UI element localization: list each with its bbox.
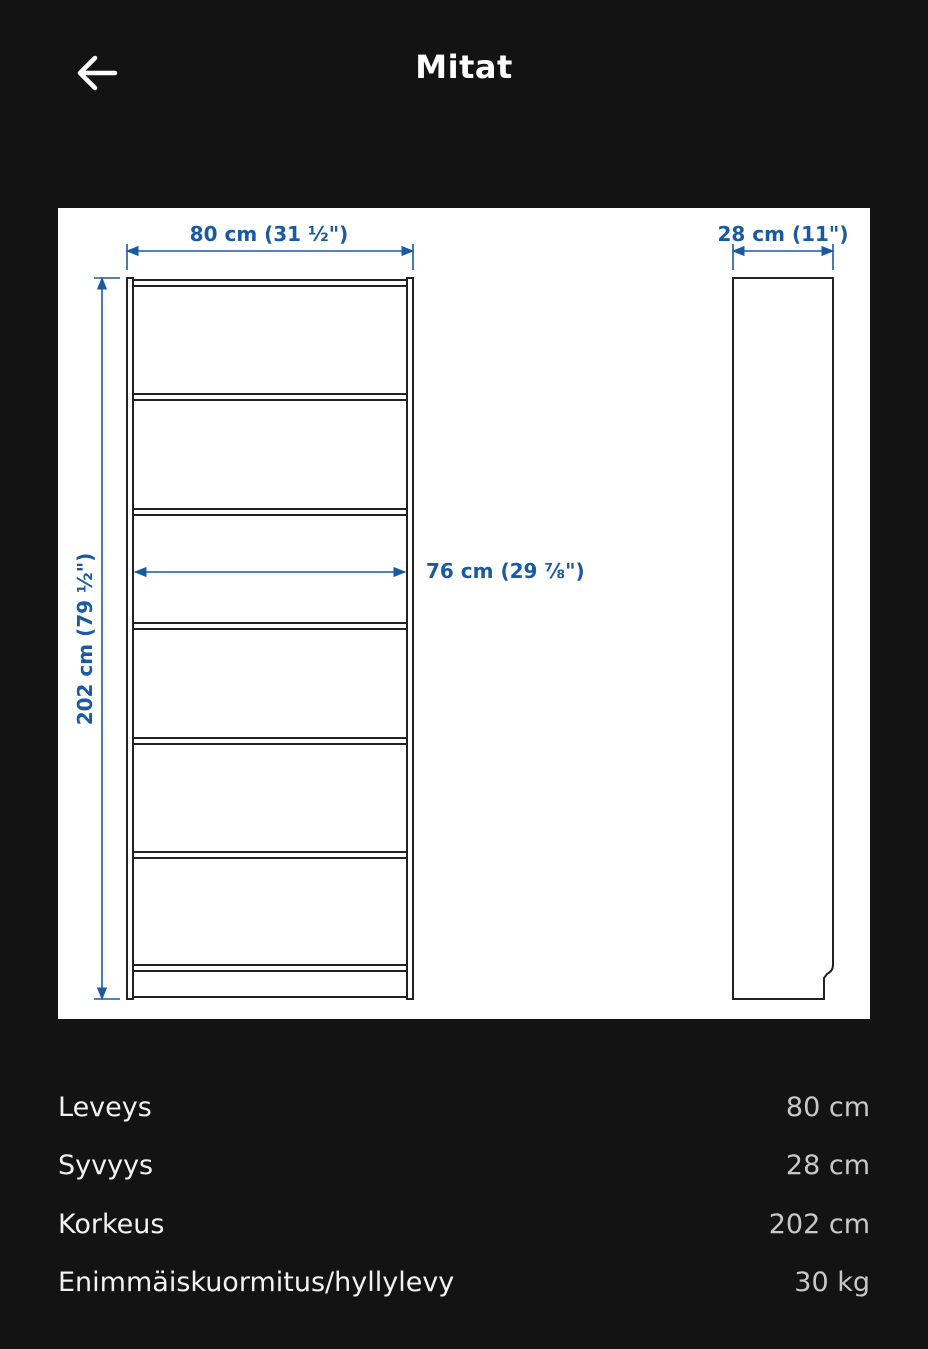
spec-row-width <box>58 1078 870 1137</box>
spec-label: Enimmäiskuormitus/hyllylevy <box>58 1267 455 1299</box>
spec-row-max-load <box>58 1254 870 1313</box>
spec-list <box>58 1078 870 1312</box>
depth-label: 28 cm (11") <box>717 222 849 246</box>
spec-value: 28 cm <box>785 1150 870 1182</box>
side-view <box>733 278 833 999</box>
height-label: 202 cm (79 ½") <box>73 552 97 726</box>
front-view <box>127 278 413 999</box>
inner-width-label: 76 cm (29 ⅞") <box>426 559 585 583</box>
bookcase-drawing <box>58 208 870 1019</box>
spec-label: Leveys <box>58 1091 152 1123</box>
dimension-diagram <box>58 208 870 1019</box>
spec-value: 30 kg <box>794 1267 870 1299</box>
spec-row-depth <box>58 1137 870 1196</box>
width-label: 80 cm (31 ½") <box>189 222 349 246</box>
spec-row-height <box>58 1195 870 1254</box>
spec-value: 80 cm <box>785 1091 870 1123</box>
header <box>0 0 928 150</box>
spec-value: 202 cm <box>768 1208 870 1240</box>
page-title: Mitat <box>415 48 513 86</box>
spec-label: Korkeus <box>58 1208 165 1240</box>
spec-label: Syvyys <box>58 1150 154 1182</box>
